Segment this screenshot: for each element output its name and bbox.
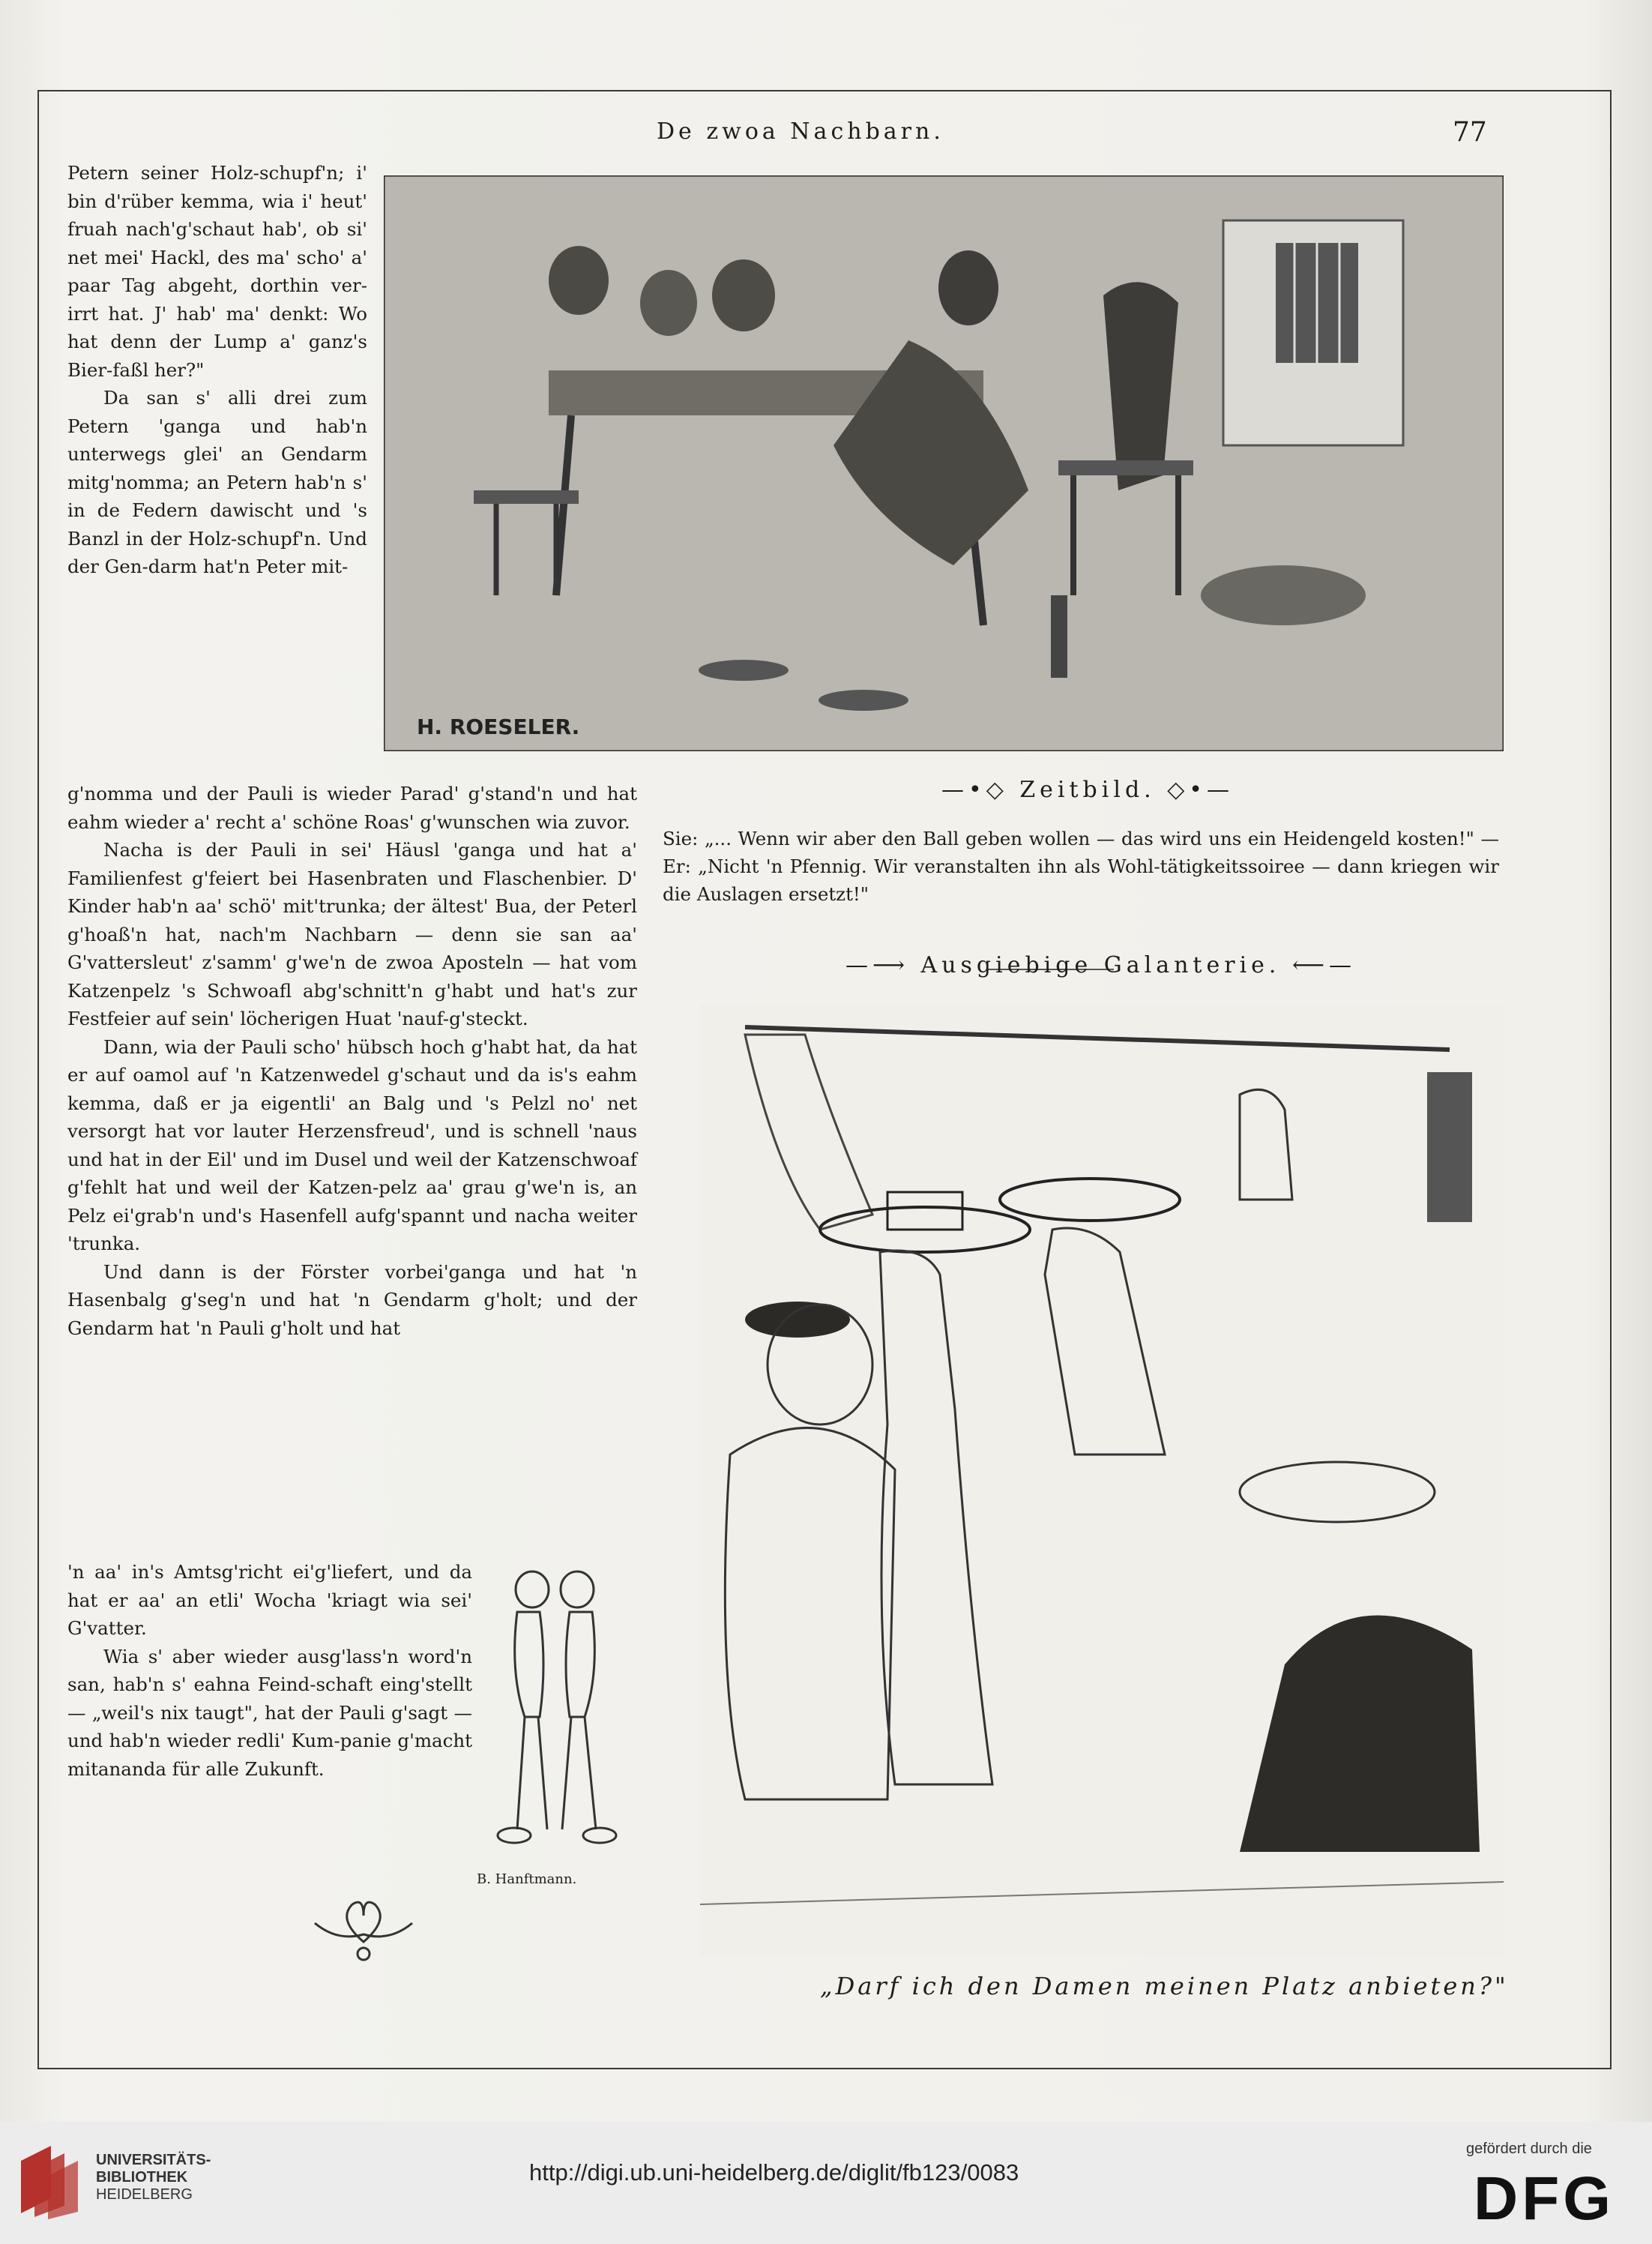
tram-illustration — [700, 1005, 1504, 1957]
story-column-bottom — [67, 1558, 472, 1783]
zeitbild-text: Sie: „... Wenn wir aber den Ball geben wollen — das wird uns ein Heidengeld kosten!" — Er: „Nicht 'n Pfennig. Wir veranstalten ihn als Wohl-tätigkeitssoiree — dann kriegen wir die Auslagen ersetzt!" — [663, 828, 1499, 905]
galanterie-heading: Ausgiebige Galanterie. — [920, 952, 1281, 978]
permalink-url[interactable]: http://digi.ub.uni-heidelberg.de/diglit/fb123/0083 — [529, 2159, 1019, 2186]
university-name-line: HEIDELBERG — [96, 2186, 193, 2203]
page-number: 77 — [1453, 117, 1487, 148]
university-name-line: BIBLIOTHEK — [96, 2169, 188, 2186]
running-head: De zwoa Nachbarn. — [657, 118, 944, 145]
tavern-illustration — [384, 175, 1504, 751]
two-men-sketch — [487, 1552, 622, 1859]
zeitbild-title — [941, 777, 1234, 803]
university-name — [96, 2152, 211, 2204]
university-logo-icon — [13, 2138, 88, 2221]
ornament-vignette — [307, 1889, 420, 1964]
story-paragraph: Und dann is der Förster vorbei'ganga und hat 'n Hasenbalg g'seg'n und hat 'n Gendarm g'holt; und der Gendarm hat 'n Pauli g'holt und hat — [67, 1260, 637, 1339]
story-paragraph: Petern seiner Holz-schupf'n; i' bin d'rüber kemma, wia i' heut' fruah nach'g'schaut hab', ob si' net mei' Hackl, des ma' scho' a' paar Tag abgeht, dorthin ver-irrt hat. J' hab' ma' denkt: Wo hat denn der Lump a' ganz's Bier-faßl her?" — [67, 162, 367, 381]
story-paragraph: 'n aa' in's Amtsg'richt ei'g'liefert, und da hat er aa' an etli' Wocha 'kriagt wia sei' G'vatter. — [67, 1561, 472, 1639]
story-paragraph: Dann, wia der Pauli scho' hübsch hoch g'habt hat, da hat er auf oamol auf 'n Katzenwedel g'schaut und da is's eahm kemma, daß er ja eigentli' an Balg und 's Pelzl no' net versorgt hat vor lauter Herzensfreud', und is schnell 'naus und hat in der Eil' und im Dusel und weil der Katzenschwoaf g'fehlt hat und weil der Katzen-pelz aa' grau g'we'n is, an Pelz ei'grab'n und's Hasenfell aufg'spannt und nacha weiter 'trunka. — [67, 1035, 637, 1254]
ornament-right: ⟵— — [1280, 952, 1357, 978]
tram-caption: „Darf ich den Damen meinen Platz anbieten?" — [820, 1972, 1509, 2000]
story-column-wide — [67, 780, 637, 1342]
dfg-logo: DFG — [1474, 2165, 1615, 2233]
zeitbild-heading: Zeitbild. — [1019, 777, 1156, 803]
ornament-left: —⟶ — [845, 952, 921, 978]
ornament-left: —•◇ — [941, 777, 1020, 803]
ornament-right: ◇•— — [1155, 777, 1235, 803]
story-paragraph: g'nomma und der Pauli is wieder Parad' g'stand'n und hat eahm wieder a' recht a' schöne Roas' g'wunschen wia zuvor. — [67, 783, 637, 833]
story-paragraph: Da san s' alli drei zum Petern 'ganga und hab'n unterwegs glei' an Gendarm mitg'nomma; an Petern hab'n s' in de Federn dawischt und 's Banzl in der Holz-schupf'n. Und der Gen-darm hat'n Peter mit- — [67, 387, 367, 577]
story-paragraph: Wia s' aber wieder ausg'lass'n word'n san, hab'n s' eahna Feind-schaft eing'stellt — „weil's nix taugt", hat der Pauli g'sagt — und hab'n wieder redli' Kum-panie g'macht mitananda für alle Zukunft. — [67, 1645, 472, 1780]
funded-by-label: gefördert durch die — [1466, 2141, 1592, 2157]
story-column-top — [67, 159, 367, 581]
university-name-line: UNIVERSITÄTS- — [96, 2152, 211, 2168]
story-paragraph: Nacha is der Pauli in sei' Häusl 'ganga und hat a' Familienfest g'feiert bei Hasenbraten und Flaschenbier. D' Kinder hab'n aa' schö' mit'trunka; der ältest' Bua, der Peterl g'hoaß'n hat, nach'm Nachbarn — denn sie san aa' G'vattersleut' z'samm' g'we'n de zwoa Aposteln — hat vom Katzenpelz 's Schwoafl abg'schnitt'n g'habt und hat's zur Festfeier auf sein' löcherigen Huat 'nauf-g'steckt. — [67, 839, 637, 1029]
figure-credit: B. Hanftmann. — [477, 1871, 577, 1887]
galanterie-title — [845, 952, 1356, 978]
illustration-signature: H. ROESELER. — [417, 715, 580, 739]
